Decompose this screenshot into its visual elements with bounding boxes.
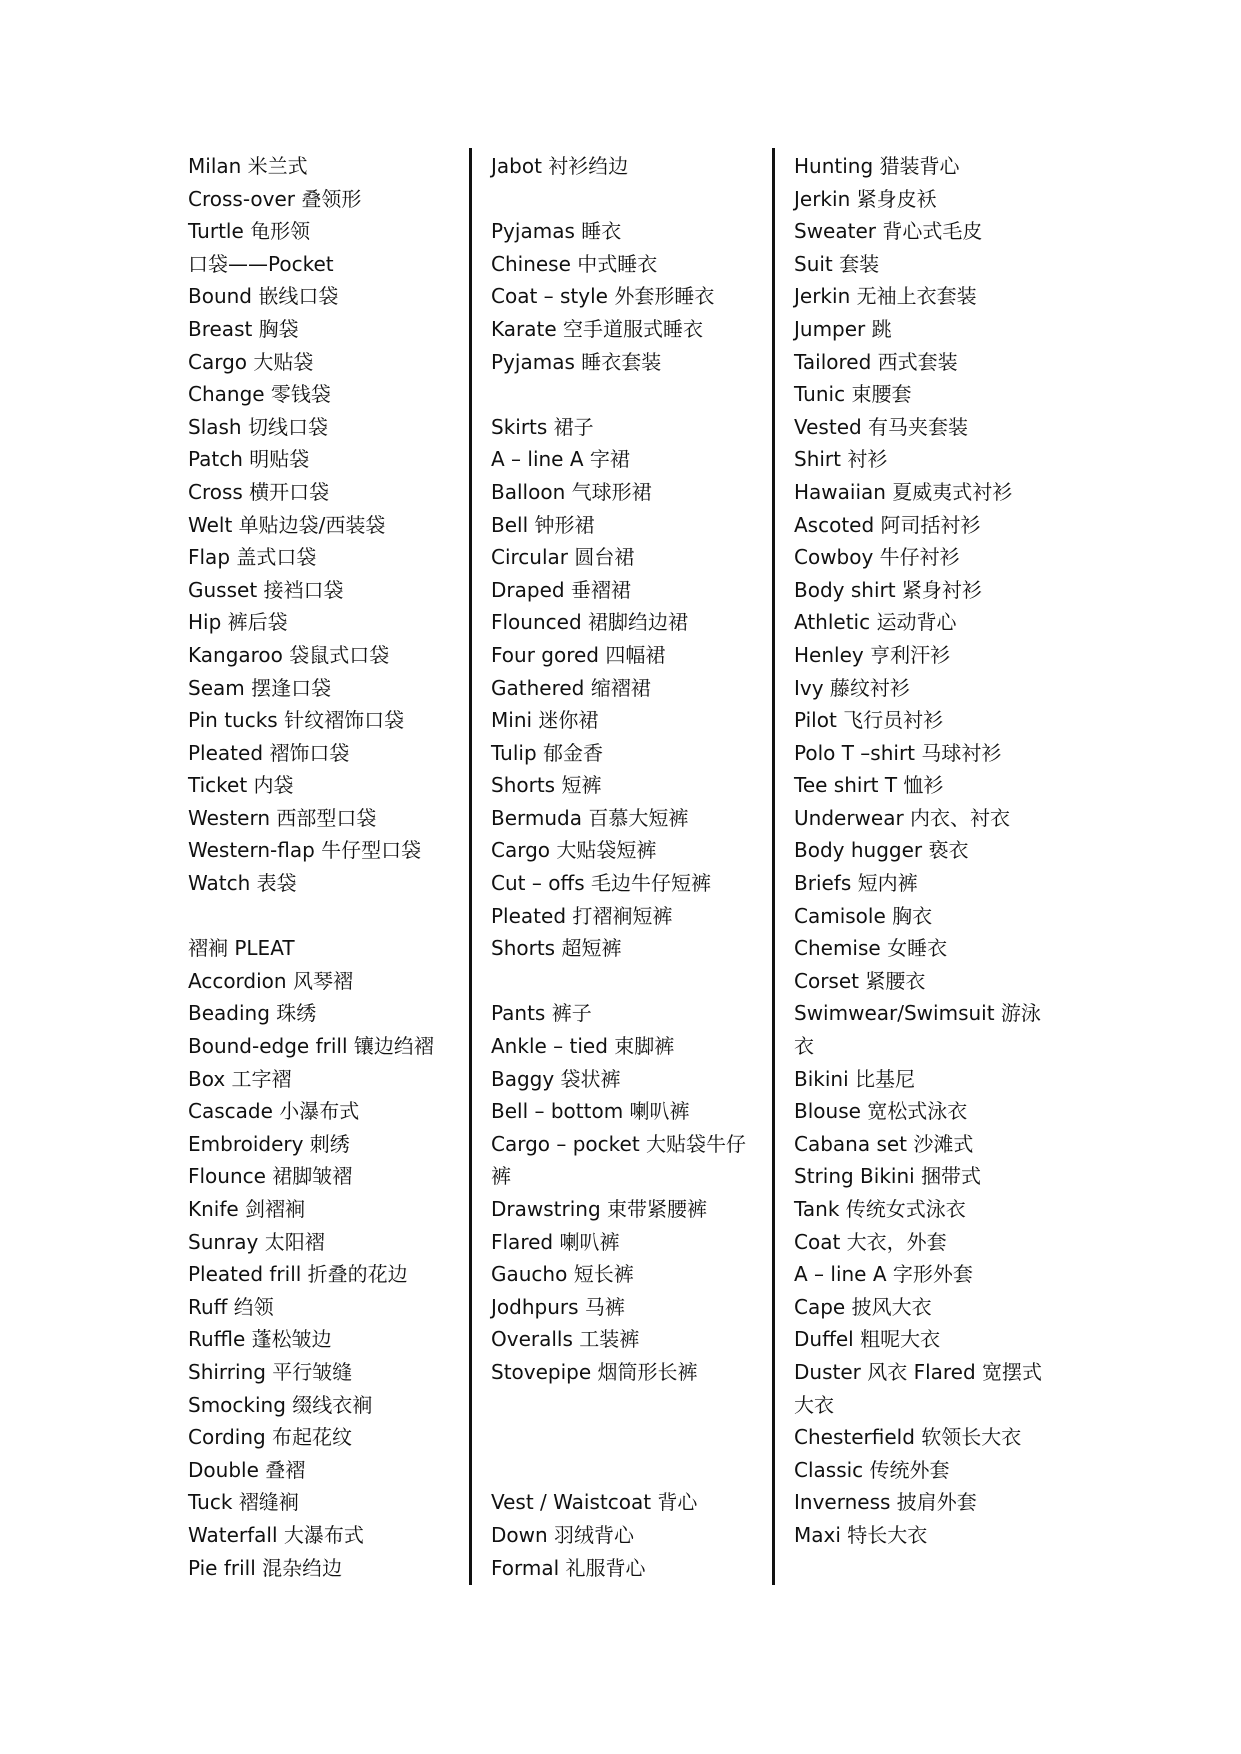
term-line: Ivy 藤纹衬衫: [794, 675, 910, 700]
term-line: Cargo 大贴袋: [188, 349, 314, 374]
term-line: Briefs 短内裤: [794, 871, 918, 896]
term-line: Watch 表袋: [188, 871, 297, 896]
term-line: Shorts 短裤: [491, 773, 602, 798]
term-line: Chesterfield 软领长大衣: [794, 1425, 1022, 1450]
term-line: Western 西部型口袋: [188, 805, 377, 830]
term-line: Pin tucks 针纹褶饰口袋: [188, 708, 405, 733]
blank-line: [188, 900, 488, 933]
blank-line: [491, 965, 791, 998]
term-line: Sweater 背心式毛皮: [794, 219, 983, 244]
term-line: Corset 紧腰衣: [794, 968, 926, 993]
term-line: Ruff 绉领: [188, 1294, 274, 1319]
term-line: Vested 有马夹套装: [794, 414, 969, 439]
term-line: Cross-over 叠领形: [188, 186, 362, 211]
term-line: Box 工字褶: [188, 1066, 292, 1091]
term-line: Sunray 太阳褶: [188, 1229, 325, 1254]
term-line: Welt 单贴边袋/西装袋: [188, 512, 386, 537]
term-line: Camisole 胸衣: [794, 903, 933, 928]
term-line: Accordion 风琴褶: [188, 968, 353, 993]
term-line: Pilot 飞行员衬衫: [794, 708, 944, 733]
term-line: Knife 剑褶裥: [188, 1197, 306, 1221]
term-line: Pants 裤子: [491, 1001, 592, 1026]
term-line: Bound 嵌线口袋: [188, 284, 339, 309]
term-line: Pyjamas 睡衣套装: [491, 349, 662, 374]
term-line: Tulip 郁金香: [491, 740, 604, 765]
term-line: Classic 传统外套: [794, 1457, 950, 1482]
term-line: Formal 礼服背心: [491, 1555, 646, 1580]
term-line: Cargo 大贴袋短裤: [491, 838, 657, 863]
term-line: Hunting 猎装背心: [794, 154, 960, 178]
term-line: Tunic 束腰套: [794, 382, 912, 407]
term-line: Four gored 四幅裙: [491, 642, 666, 667]
term-line: Flared 喇叭裤: [491, 1229, 620, 1254]
term-line: Athletic 运动背心: [794, 610, 957, 635]
term-line: Stovepipe 烟筒形长裤: [491, 1359, 698, 1384]
term-line: Seam 摆逢口袋: [188, 675, 332, 700]
term-line: Change 零钱袋: [188, 382, 331, 407]
term-line: Body hugger 亵衣: [794, 838, 969, 863]
term-line: 大衣: [794, 1392, 834, 1417]
term-line: Gaucho 短长裤: [491, 1262, 634, 1287]
term-line: 裤: [491, 1164, 511, 1189]
term-line: Jerkin 无袖上衣套装: [794, 284, 977, 309]
term-line: Jodhpurs 马裤: [491, 1294, 625, 1319]
term-line: Suit 套装: [794, 251, 880, 276]
term-line: Shorts 超短裤: [491, 936, 622, 961]
column-2: [491, 150, 791, 1584]
blank-line: [491, 1389, 791, 1422]
term-line: Duffel 粗呢大衣: [794, 1327, 941, 1352]
term-line: Patch 明贴袋: [188, 447, 310, 472]
term-line: Flounce 裙脚皱褶: [188, 1164, 353, 1189]
blank-line: [491, 183, 791, 216]
term-line: Bell 钟形裙: [491, 512, 595, 537]
term-line: Polo T –shirt 马球衬衫: [794, 740, 1002, 765]
term-line: Jerkin 紧身皮袄: [794, 186, 937, 211]
term-line: Kangaroo 袋鼠式口袋: [188, 642, 390, 667]
term-line: Waterfall 大瀑布式: [188, 1522, 364, 1547]
term-line: Double 叠褶: [188, 1457, 306, 1482]
term-line: Hawaiian 夏威夷式衬衫: [794, 479, 1013, 504]
blank-line: [491, 1421, 791, 1454]
term-line: Ascoted 阿司括衬衫: [794, 512, 981, 537]
term-line: Pleated frill 折叠的花边: [188, 1262, 408, 1287]
term-line: Beading 珠绣: [188, 1001, 317, 1026]
term-line: Skirts 裙子: [491, 414, 594, 439]
term-line: Baggy 袋状裤: [491, 1066, 621, 1091]
term-line: Flap 盖式口袋: [188, 545, 317, 570]
term-line: Hip 裤后袋: [188, 610, 288, 635]
term-line: Chemise 女睡衣: [794, 936, 948, 961]
term-line: Henley 亨利汗衫: [794, 642, 951, 667]
term-line: Milan 米兰式: [188, 154, 308, 178]
term-line: Turtle 龟形领: [188, 219, 311, 244]
term-line: Swimwear/Swimsuit 游泳: [794, 1001, 1041, 1026]
term-line: Overalls 工装裤: [491, 1327, 640, 1352]
term-line: Tank 传统女式泳衣: [794, 1197, 966, 1221]
term-line: Underwear 内衣、衬衣: [794, 805, 1011, 830]
term-line: Cording 布起花纹: [188, 1425, 353, 1450]
term-line: Breast 胸袋: [188, 316, 299, 341]
term-line: Shirring 平行皱缝: [188, 1359, 353, 1384]
term-line: A – line A 字形外套: [794, 1262, 973, 1287]
term-line: Chinese 中式睡衣: [491, 251, 658, 276]
term-line: Inverness 披肩外套: [794, 1490, 977, 1515]
term-line: Embroidery 刺绣: [188, 1131, 350, 1156]
term-line: Balloon 气球形裙: [491, 479, 652, 504]
column-divider-2: [772, 148, 775, 1585]
term-line: Body shirt 紧身衬衫: [794, 577, 982, 602]
column-3: [794, 150, 1094, 1552]
term-line: Bound-edge frill 镶边绉褶: [188, 1034, 434, 1059]
term-line: Cut – offs 毛边牛仔短裤: [491, 871, 711, 896]
term-line: Drawstring 束带紧腰裤: [491, 1197, 708, 1221]
term-line: Coat – style 外套形睡衣: [491, 284, 715, 309]
term-line: Tailored 西式套装: [794, 349, 958, 374]
term-line: Smocking 缀线衣裥: [188, 1392, 373, 1417]
term-line: Jumper 跳: [794, 316, 892, 341]
term-line: Pie frill 混杂绉边: [188, 1555, 343, 1580]
term-line: Gusset 接裆口袋: [188, 577, 344, 602]
term-line: Circular 圆台裙: [491, 545, 635, 570]
term-line: Tuck 褶缝裥: [188, 1490, 299, 1515]
term-line: 衣: [794, 1034, 814, 1059]
term-line: Down 羽绒背心: [491, 1522, 635, 1547]
term-line: Bell – bottom 喇叭裤: [491, 1099, 690, 1124]
term-line: Ticket 内袋: [188, 773, 294, 798]
term-line: Karate 空手道服式睡衣: [491, 316, 704, 341]
blank-line: [491, 1454, 791, 1487]
term-line: Jabot 衬衫绉边: [491, 154, 629, 178]
term-line: 口袋——Pocket: [188, 251, 334, 276]
term-line: Vest / Waistcoat 背心: [491, 1490, 698, 1515]
term-line: Bermuda 百慕大短裤: [491, 805, 689, 830]
term-line: Cabana set 沙滩式: [794, 1131, 974, 1156]
column-divider-1: [469, 148, 472, 1585]
term-line: Tee shirt T 恤衫: [794, 773, 944, 798]
term-line: Cascade 小瀑布式: [188, 1099, 360, 1124]
blank-line: [491, 378, 791, 411]
term-line: Cape 披风大衣: [794, 1294, 932, 1319]
term-line: Blouse 宽松式泳衣: [794, 1099, 968, 1124]
term-line: Flounced 裙脚绉边裙: [491, 610, 689, 635]
term-line: Cargo – pocket 大贴袋牛仔: [491, 1131, 747, 1156]
term-line: Pleated 褶饰口袋: [188, 740, 350, 765]
term-line: A – line A 字裙: [491, 447, 630, 472]
term-line: Cross 横开口袋: [188, 479, 330, 504]
term-line: Pyjamas 睡衣: [491, 219, 622, 244]
term-line: Western-flap 牛仔型口袋: [188, 838, 422, 863]
term-line: Cowboy 牛仔衬衫: [794, 545, 960, 570]
term-line: String Bikini 捆带式: [794, 1164, 982, 1189]
term-line: Maxi 特长大衣: [794, 1522, 928, 1547]
term-line: Ankle – tied 束脚裤: [491, 1034, 675, 1059]
term-line: Shirt 衬衫: [794, 447, 888, 472]
term-line: 褶裥 PLEAT: [188, 936, 295, 961]
term-line: Draped 垂褶裙: [491, 577, 631, 602]
term-line: Slash 切线口袋: [188, 414, 328, 439]
term-line: Duster 风衣 Flared 宽摆式: [794, 1359, 1043, 1384]
column-1: [188, 150, 488, 1584]
term-line: Ruffle 蓬松皱边: [188, 1327, 332, 1352]
term-line: Coat 大衣，外套: [794, 1229, 947, 1254]
term-line: Mini 迷你裙: [491, 708, 599, 733]
term-line: Pleated 打褶裥短裤: [491, 903, 673, 928]
term-line: Gathered 缩褶裙: [491, 675, 651, 700]
term-line: Bikini 比基尼: [794, 1066, 916, 1091]
